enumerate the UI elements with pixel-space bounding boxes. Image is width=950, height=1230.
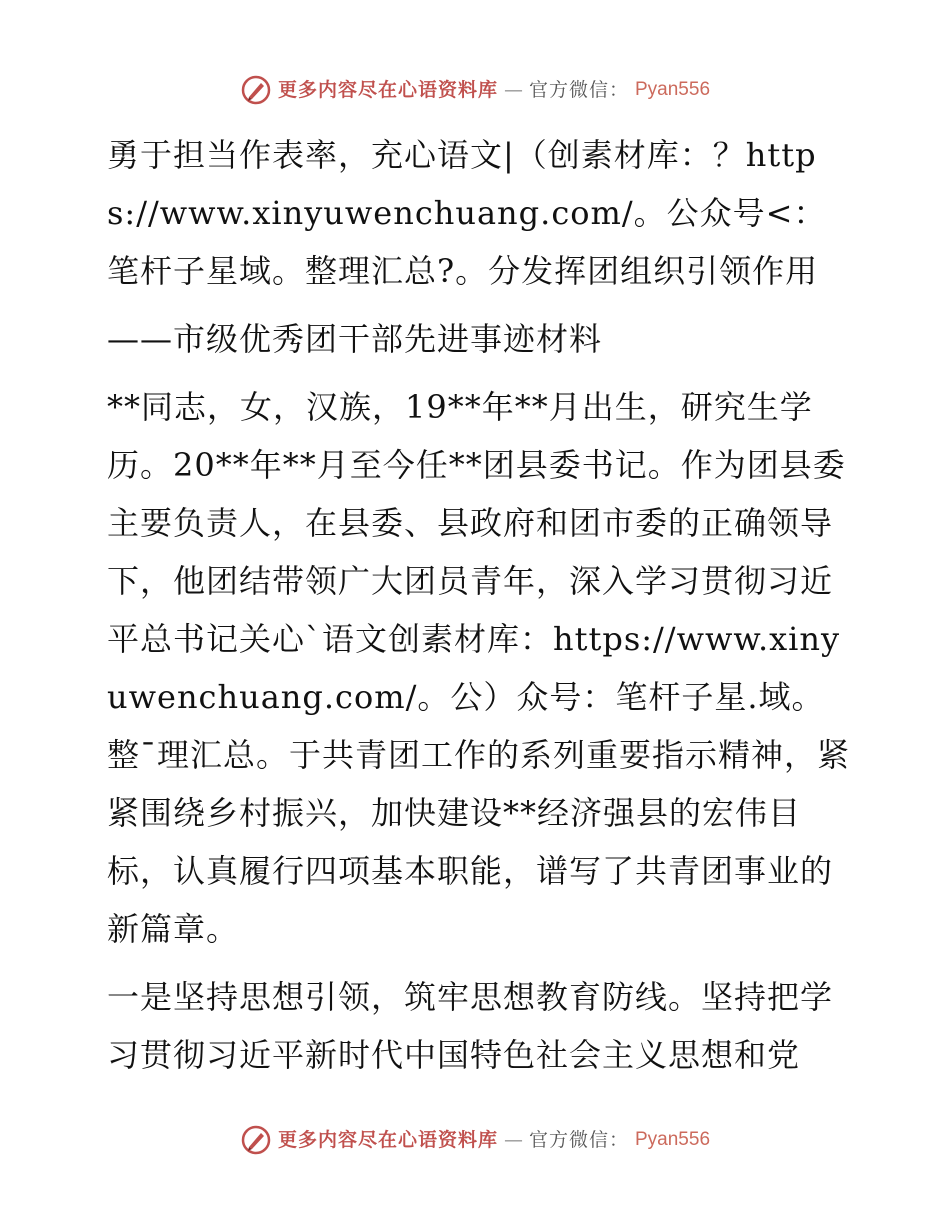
header-banner — [0, 74, 950, 106]
promo-text: 更多内容尽在心语资料库 — [277, 79, 498, 101]
pen-logo-icon — [240, 1124, 272, 1156]
wechat-label: 官方微信： — [528, 1129, 629, 1151]
wechat-handle: Pyan556 — [635, 79, 711, 100]
banner-dash: — — [503, 1129, 523, 1151]
wechat-handle: Pyan556 — [635, 1129, 711, 1150]
pen-logo-icon — [240, 74, 272, 106]
paragraph-2: 一是坚持思想引领，筑牢思想教育防线。坚持把学习贯彻习近平新时代中国特色社会主义思想和党 — [107, 978, 834, 1074]
wechat-label: 官方微信： — [528, 79, 629, 101]
document-body — [97, 126, 857, 1084]
document-subtitle: ——市级优秀团干部先进事迹材料 — [107, 320, 603, 358]
banner-dash: — — [503, 79, 523, 101]
footer-banner — [0, 1124, 950, 1156]
document-title: 勇于担当作表率，充心语文|（创素材库：？https://www.xinyuwenchuang.com/。公众号<：笔杆子星域。整理汇总?。分发挥团组织引领作用 — [107, 136, 827, 290]
promo-text: 更多内容尽在心语资料库 — [277, 1129, 498, 1151]
paragraph-1: **同志，女，汉族，19**年**月出生，研究生学历。20**年**月至今任**团县委书记。作为团县委主要负责人，在县委、县政府和团市委的正确领导下，他团结带领广大团员青年，深入学习贯彻习近平总书记关心`语文创素材库：https://www.xinyuwenchuang.com/。公）众号：笔杆子星.域。整¯理汇总。于共青团工作的系列重要指示精神，紧紧围绕乡村振兴，加快建设**经济强县的宏伟目标，认真履行四项基本职能，谱写了共青团事业的新篇章。 — [107, 388, 851, 948]
